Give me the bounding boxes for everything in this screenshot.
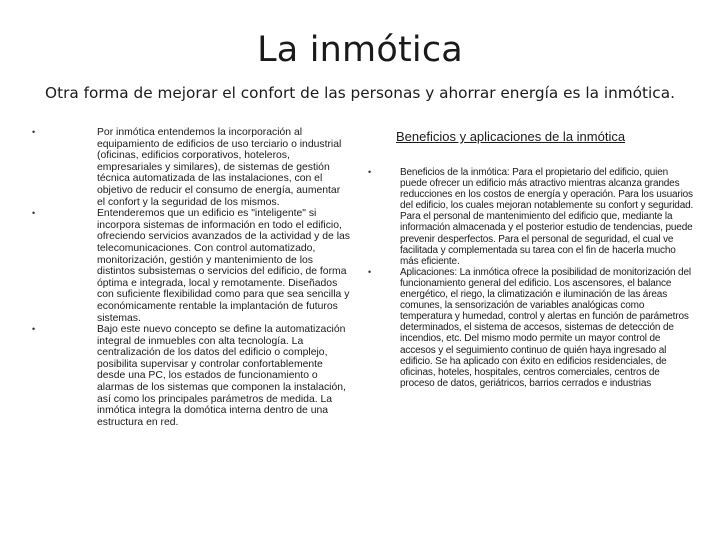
bullet-icon: • — [32, 324, 36, 335]
left-bullet-list — [30, 127, 350, 428]
bullet-icon: • — [32, 208, 36, 219]
right-bullet-list — [366, 167, 696, 389]
bullet-icon: • — [368, 167, 372, 177]
list-item — [30, 208, 350, 324]
slide-subtitle: Otra forma de mejorar el confort de las personas y ahorrar energía es la inmótica. — [45, 84, 675, 102]
slide-title: La inmótica — [257, 30, 463, 70]
list-item-label: Aplicaciones: — [400, 266, 457, 278]
list-item — [30, 324, 350, 428]
section-heading: Beneficios y aplicaciones de la inmótica — [396, 129, 626, 144]
list-item-text: Para el propietario del edificio, quien puede ofrecer un edificio más atractivo mientras alcanza grandes reducciones en los costos de energía y operación. Para los usuarios del edificio, los cuales mejoran notablemente su confort y seguridad. Para el personal de mantenimiento del edificio que, mediante la información almacenada y el posterior estudio de tendencias, puede prevenir desperfectos. Para el personal de seguridad, el cual ve facilitada y complementada su tarea con el fin de hacerla mucho más eficiente. — [400, 167, 694, 267]
bullet-icon: • — [32, 127, 36, 137]
list-item-text: Entenderemos que un edificio es "inteligente" si incorpora sistemas de información en todo el edificio, ofreciendo servicios avanzados de la actividad y de las telecomunicaciones. Con control automatizado, monitorización, gestión y mantenimiento de los distintos subsistemas o servicios del edificio, de forma óptima e integrada, local y remotamente. Diseñados con suficiente flexibilidad como para que sea sencilla y económicamente rentable la implantación de futuros sistemas. — [97, 208, 350, 324]
list-item-text: Por inmótica entendemos la incorporación al equipamiento de edificios de uso terciario o industrial (oficinas, edificios corporativos, hoteleros, empresariales y similares), de sistemas de gestión técnica automatizada de las instalaciones, con el objetivo de reducir el consumo de energía, aumentar el confort y la seguridad de los mismos. — [97, 127, 342, 208]
list-item — [366, 267, 696, 389]
list-item-text: La inmótica ofrece la posibilidad de monitorización del funcionamiento general del edificio. Los ascensores, el balance energético, el riego, la climatización e iluminación de las áreas comunes, la sensorización de variables analógicas como temperatura y humedad, control y alertas en función de parámetros determinados, el sistema de accesos, sistemas de detección de incendios, etc. Del mismo modo permite un mayor control de accesos y el seguimiento continuo de quién haya ingresado al edificio. Se ha aplicado con éxito en edificios residenciales, de oficinas, hoteles, hospitales, centros comerciales, centros de proceso de datos, geriátricos, barrios cerrados e industrias — [400, 266, 691, 389]
list-item-label: Beneficios de la inmótica: — [400, 167, 510, 178]
list-item-text: Bajo este nuevo concepto se define la automatización integral de inmuebles con alta tecnología. La centralización de los datos del edificio o complejo, posibilita supervisar y controlar confortablemente desde una PC, los estados de funcionamiento o alarmas de los sistemas que componen la instalación, así como los principales parámetros de medida. La inmótica integra la domótica interna dentro de una estructura en red. — [97, 324, 346, 428]
list-item — [30, 127, 350, 208]
list-item — [366, 167, 696, 267]
bullet-icon: • — [368, 266, 372, 277]
